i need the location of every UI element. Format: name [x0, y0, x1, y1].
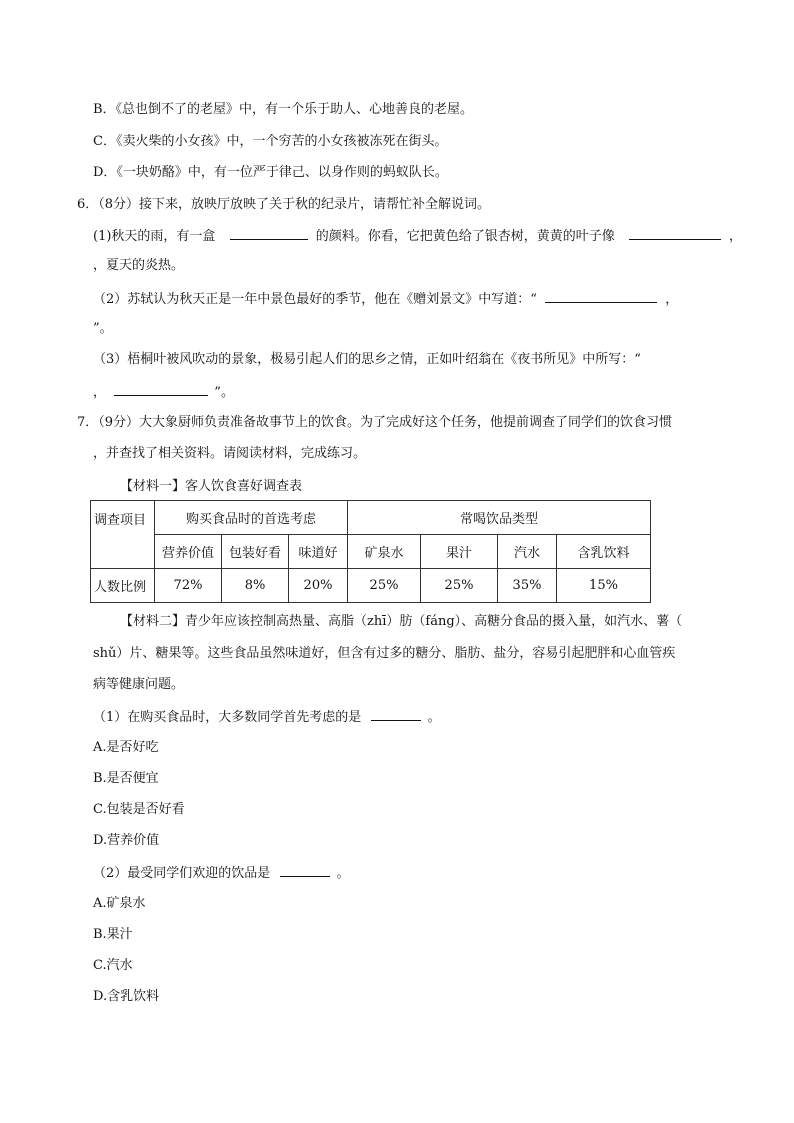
material2-line1: 【材料二】青少年应该控制高热量、高脂（zhī）肪（fáng）、高糖分食品的摄入量，如汽水、薯（ — [120, 614, 683, 629]
answer-blank[interactable] — [280, 863, 330, 877]
q6-part2-text-b: ， — [665, 292, 679, 307]
table-header-cell: 包装好看 — [222, 535, 289, 569]
q7-sub2-option[interactable]: C.汽水 — [93, 958, 133, 973]
answer-blank[interactable] — [545, 289, 657, 303]
material1-title: 【材料一】客人饮食喜好调查表 — [120, 479, 303, 494]
q7-sub1-option[interactable]: C.包装是否好看 — [93, 802, 185, 817]
table-group-header: 购买食品时的首选考虑 — [155, 501, 348, 535]
q6-part3-line1: （3）梧桐叶被风吹动的景象，极易引起人们的思乡之情，正如叶绍翁在《夜书所见》中所写：“ — [93, 352, 641, 367]
q5-option-d: D．《一块奶酪》中，有一位严于律己、以身作则的蚂蚁队长。 — [93, 165, 448, 180]
q7-sub2-option[interactable]: B.果汁 — [93, 927, 133, 942]
table-col-label: 调查项目 — [91, 501, 155, 569]
table-header-cell: 味道好 — [289, 535, 348, 569]
table-header-cell: 果汁 — [421, 535, 498, 569]
table-group-header: 常喝饮品类型 — [348, 501, 651, 535]
q6-part1-line1 — [93, 226, 742, 246]
q7-sub1-option[interactable]: B.是否便宜 — [93, 771, 159, 786]
q5-option-c: C．《卖火柴的小女孩》中，一个穷苦的小女孩被冻死在街头。 — [93, 134, 448, 149]
q6-stem: 6．（8分）接下来，放映厅放映了关于秋的纪录片，请帮忙补全解说词。 — [77, 197, 491, 212]
table-value-cell: 25% — [421, 569, 498, 603]
answer-blank[interactable] — [114, 382, 208, 396]
q6-part3-text-b: ， — [93, 385, 107, 400]
q7-sub1-stem — [93, 707, 441, 727]
q7-sub1-text-b: 。 — [427, 710, 441, 725]
table-value-cell: 35% — [498, 569, 557, 603]
table-value-cell: 15% — [557, 569, 651, 603]
answer-blank[interactable] — [230, 226, 308, 240]
answer-blank[interactable] — [629, 226, 721, 240]
table-header-cell: 汽水 — [498, 535, 557, 569]
q7-sub1-text-a: （1）在购买食品时，大多数同学首先考虑的是 — [93, 710, 362, 725]
table-value-cell: 8% — [222, 569, 289, 603]
material2-line3: 病等健康问题。 — [93, 677, 185, 692]
table-header-cell: 含乳饮料 — [557, 535, 651, 569]
q7-sub2-text-b: 。 — [336, 866, 350, 881]
table-row-label: 人数比例 — [91, 569, 155, 603]
q6-part1-line2: ，夏天的炎热。 — [93, 258, 185, 273]
q6-part2-line1 — [93, 289, 678, 309]
q7-sub1-option[interactable]: A.是否好吃 — [93, 740, 159, 755]
q6-part1-text-b: 的颜料。你看，它把黄色给了银杏树，黄黄的叶子像 — [315, 229, 615, 244]
survey-table — [90, 500, 651, 603]
q7-sub1-option[interactable]: D.营养价值 — [93, 833, 160, 848]
table-header-cell: 营养价值 — [155, 535, 222, 569]
table-value-cell: 25% — [348, 569, 421, 603]
q6-part2-line2: ”。 — [93, 321, 113, 336]
q7-stem-line2: ，并查找了相关资料。请阅读材料，完成练习。 — [93, 446, 367, 461]
q6-part3-line2 — [93, 382, 234, 402]
q6-part3-text-c: ”。 — [214, 385, 234, 400]
q7-sub2-stem — [93, 863, 350, 883]
answer-blank[interactable] — [371, 707, 421, 721]
q7-stem-line1: 7．（9分）大大象厨师负责准备故事节上的饮食。为了完成好这个任务，他提前调查了同学们的饮食习惯 — [77, 415, 673, 430]
material2-line2: shǔ）片、糖果等。这些食品虽然味道好，但含有过多的糖分、脂肪、盐分，容易引起肥胖和心血管疾 — [93, 646, 676, 661]
q6-part2-text-a: （2）苏轼认为秋天正是一年中景色最好的季节，他在《赠刘景文》中写道：“ — [93, 292, 537, 307]
table-value-cell: 20% — [289, 569, 348, 603]
table-header-cell: 矿泉水 — [348, 535, 421, 569]
table-value-cell: 72% — [155, 569, 222, 603]
q5-option-b: B．《总也倒不了的老屋》中，有一个乐于助人、心地善良的老屋。 — [93, 102, 474, 117]
q7-sub2-option[interactable]: D.含乳饮料 — [93, 989, 160, 1004]
q6-part1-text-c: ， — [729, 229, 743, 244]
q6-part1-text-a: (1)秋天的雨，有一盒 — [93, 229, 216, 244]
q7-sub2-text-a: （2）最受同学们欢迎的饮品是 — [93, 866, 271, 881]
q7-sub2-option[interactable]: A.矿泉水 — [93, 896, 146, 911]
